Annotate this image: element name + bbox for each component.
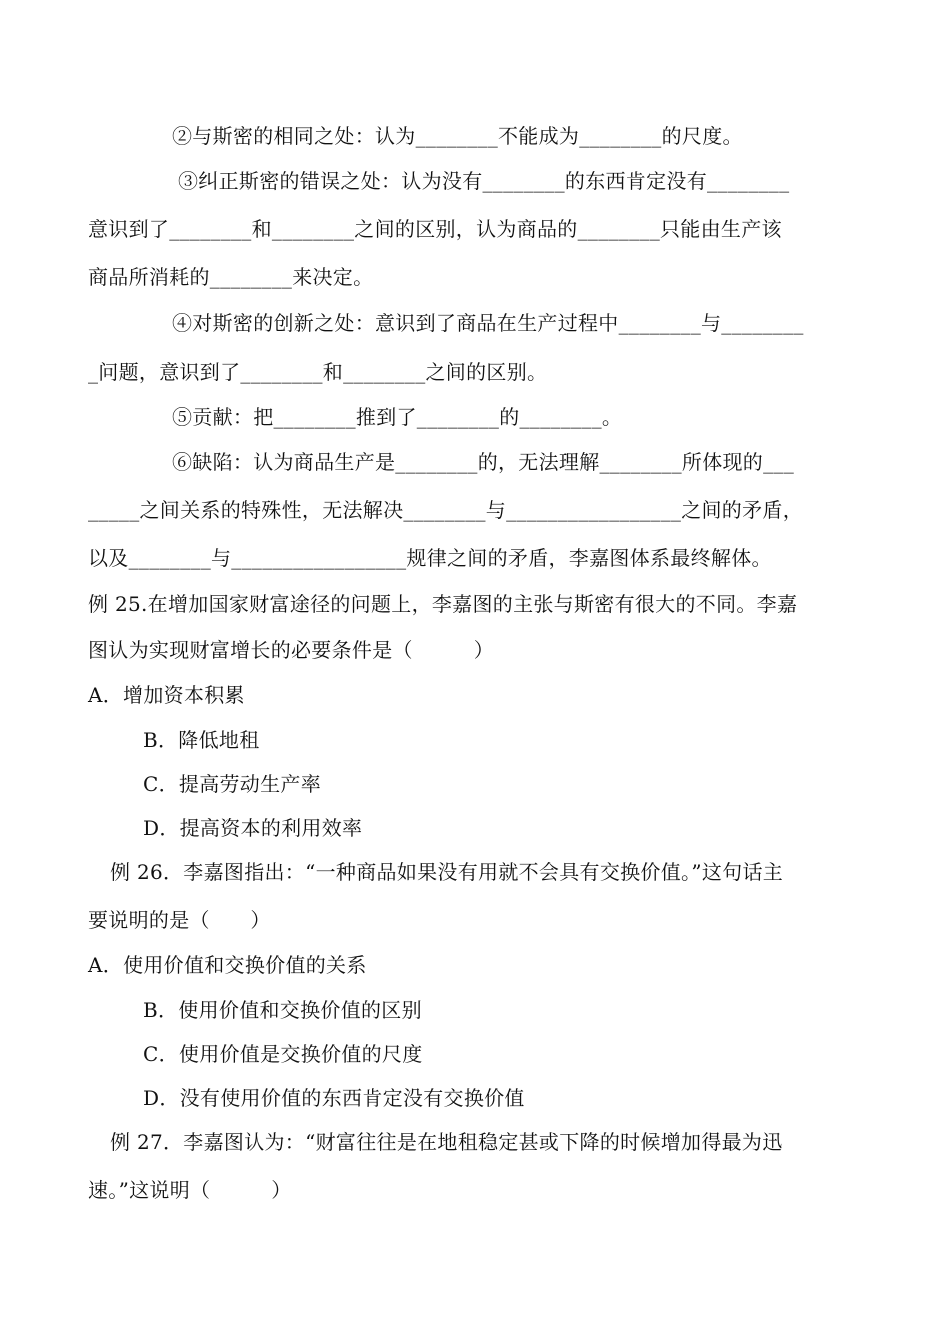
text-line: _____之间关系的特殊性，无法解决________与_________________之间的矛盾，: [88, 498, 803, 522]
option-b: B．降低地租: [143, 728, 260, 752]
option-d: D．提高资本的利用效率: [143, 816, 363, 840]
text-line: 商品所消耗的________来决定。: [88, 265, 374, 289]
question-text: 例 25.在增加国家财富途径的问题上，李嘉图的主张与斯密有很大的不同。李嘉: [88, 592, 798, 616]
question-text: 要说明的是（ ）: [88, 908, 271, 932]
question-text: 例 26．李嘉图指出：“一种商品如果没有用就不会具有交换价值。”这句话主: [110, 860, 784, 884]
question-text: 速。”这说明（ ）: [88, 1178, 292, 1202]
option-b: B．使用价值和交换价值的区别: [143, 998, 422, 1022]
text-line: ④对斯密的创新之处：意识到了商品在生产过程中________与________: [172, 311, 804, 335]
option-c: C．提高劳动生产率: [143, 772, 322, 796]
question-text: 图认为实现财富增长的必要条件是（ ）: [88, 638, 494, 662]
option-c: C．使用价值是交换价值的尺度: [143, 1042, 423, 1066]
text-line: 意识到了________和________之间的区别，认为商品的________只能由生产该: [88, 217, 782, 241]
option-a: A．增加资本积累: [88, 683, 245, 707]
text-line: 以及________与_________________规律之间的矛盾，李嘉图体系最终解体。: [88, 546, 772, 570]
text-line: ⑤贡献：把________推到了________的________。: [172, 405, 623, 429]
text-line: ③纠正斯密的错误之处：认为没有________的东西肯定没有________: [178, 169, 790, 193]
text-line: ⑥缺陷：认为商品生产是________的，无法理解________所体现的___: [172, 450, 794, 474]
question-text: 例 27．李嘉图认为：“财富往往是在地租稳定甚或下降的时候增加得最为迅: [110, 1130, 783, 1154]
option-a: A．使用价值和交换价值的关系: [88, 953, 367, 977]
text-line: ②与斯密的相同之处：认为________不能成为________的尺度。: [172, 124, 743, 148]
text-line: _问题，意识到了________和________之间的区别。: [88, 360, 548, 384]
option-d: D．没有使用价值的东西肯定没有交换价值: [143, 1086, 525, 1110]
